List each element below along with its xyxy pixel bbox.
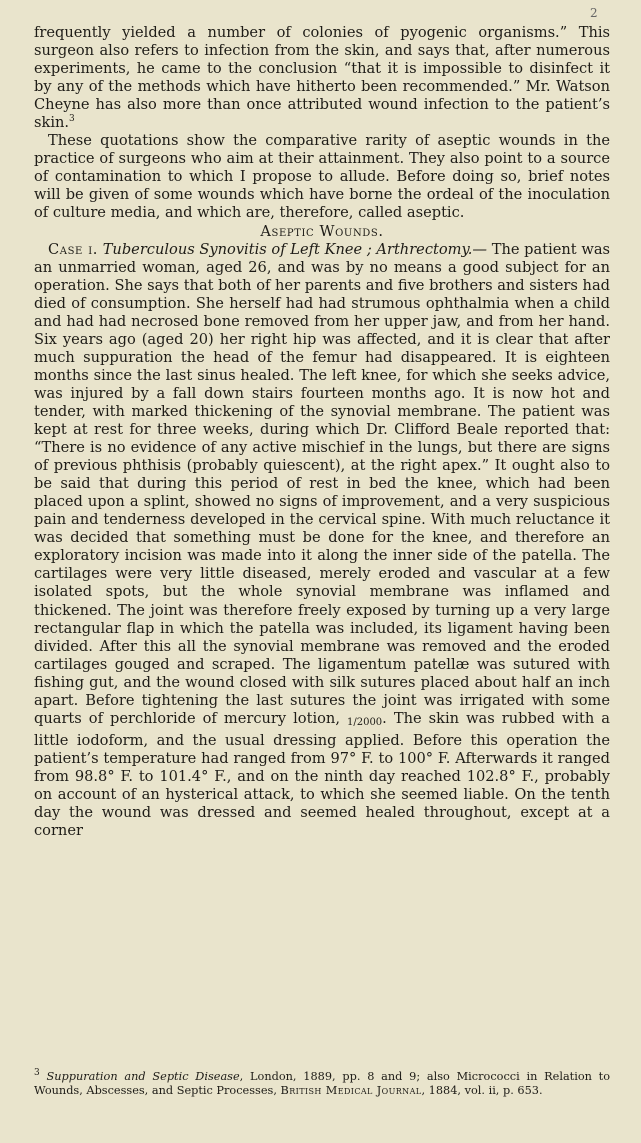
footnote xyxy=(34,1070,610,1098)
case-paragraph xyxy=(34,241,610,841)
case-text-continued: . The skin was rubbed with a little iodoform, and the usual dressing applied. Before this operation the patient’s temperature had ranged from 97° F. to 100° F. Afterwards it ranged from 98.8° F. to 101.4° F., and on the ninth day reached 102.8° F., probably on account of an hysterical attack, to which she seemed liable. On the tenth day the wound was dressed and seemed healed throughout, except at a corner xyxy=(34,709,610,840)
footnote-title: Suppuration and Septic Disease xyxy=(46,1070,240,1083)
paragraph-1 xyxy=(34,24,610,132)
footnote-marker: 3 xyxy=(34,1068,40,1079)
footnote-text: , London, 1889, pp. 8 and 9; also Micrococci in Relation to Wounds, Abscesses, and Septic Processes, xyxy=(34,1070,611,1098)
page-number: 2 xyxy=(590,6,598,20)
paragraph-2: These quotations show the comparative rarity of aseptic wounds in the practice of surgeons who aim at their attainment. They also point to a source of contamination to which I propose to allude. Before doing so, brief notes will be given of some wounds which have borne the ordeal of the inoculation of culture media, and which are, therefore, called aseptic. xyxy=(34,132,610,222)
body-column xyxy=(34,24,610,840)
case-label: Case i. xyxy=(48,240,99,258)
case-title: Tuberculous Synovitis of Left Knee ; Arthrectomy.— xyxy=(102,240,488,258)
section-heading: Aseptic Wounds. xyxy=(260,222,384,240)
footnote-journal: British Medical Journal xyxy=(280,1084,422,1098)
footnote-reference: 3 xyxy=(69,114,75,125)
footnote-reference-detail: , 1884, vol. ii, p. 653. xyxy=(421,1084,543,1098)
lotion-fraction: 1/2000 xyxy=(346,716,383,728)
case-text: The patient was an unmarried woman, aged 26, and was by no means a good subject for an operation. She says that both of her parents and five brothers and sisters had died of consumption. She herself had had strumous ophthalmia when a child and had had necrosed bone removed from her upper jaw, and from her hand. Six years ago (aged 20) her right hip was affected, and it is clear that after much suppuration the head of the femur had disappeared. It is eighteen months since the last sinus healed. The left knee, for which she seeks advice, was injured by a fall down stairs fourteen months ago. It is now hot and tender, with marked thickening of the synovial membrane. The patient was kept at rest for three weeks, during which Dr. Clifford Beale reported that: “There is no evidence of any active mischief in the lungs, but there are signs of previous phthisis (probably quiescent), at the right apex.” It ought also to be said that during this period of rest in bed the knee, which had been placed upon a splint, showed no signs of improvement, and a very suspicious pain and tenderness developed in the cervical spine. With much reluctance it was decided that something must be done for the knee, and therefore an exploratory incision was made into it along the inner side of the patella. The cartilages were very little diseased, merely eroded and vascular at a few isolated spots, but the whole synovial membrane was inflamed and thickened. The joint was therefore freely exposed by turning up a very large rectangular flap in which the patella was included, its ligament having been divided. After this all the synovial membrane was removed and the eroded cartilages gouged and scraped. The ligamentum patellæ was sutured with fishing gut, and the wound closed with silk sutures placed about half an inch apart. Before tightening the last sutures the joint was irrigated with some quarts of perchloride of mercury lotion, xyxy=(34,240,611,727)
paragraph-1-text: frequently yielded a number of colonies of pyogenic organisms.” This surgeon also refers to infection from the skin, and says that, after numerous experiments, he came to the conclusion “that it is impossible to disinfect it by any of the methods which have hitherto been recommended.” Mr. Watson Cheyne has also more than once attributed wound infection to the patient’s skin. xyxy=(34,24,610,132)
